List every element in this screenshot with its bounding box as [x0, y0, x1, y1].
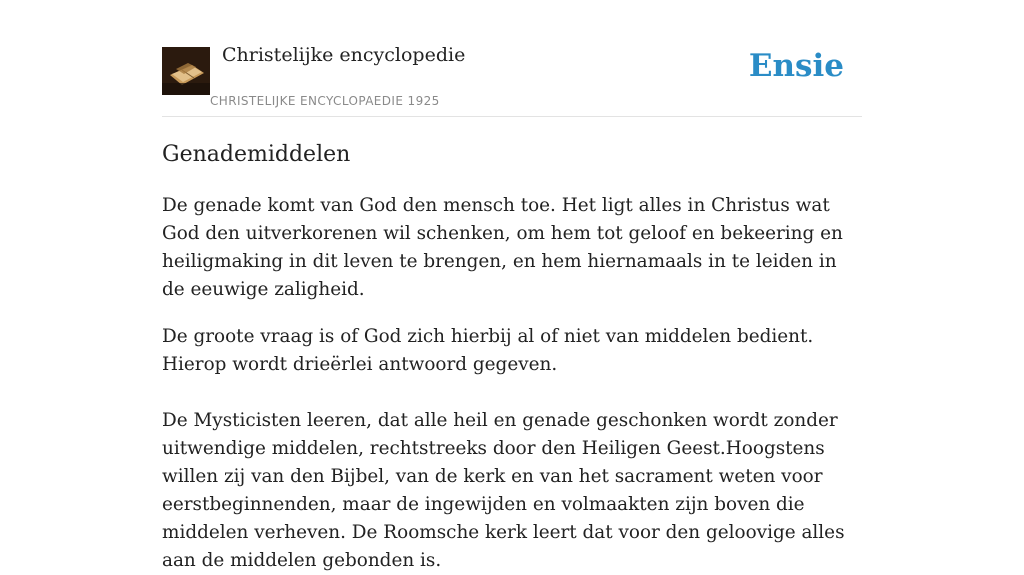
source-title[interactable]: Christelijke encyclopedie — [222, 44, 466, 66]
article-paragraph-2: De groote vraag is of God zich hierbij al of niet van middelen bedient. Hierop wordt drieërlei antwoord gegeven. — [162, 326, 814, 375]
article — [162, 136, 862, 575]
book-photo-icon[interactable] — [162, 47, 210, 95]
brand-logo[interactable]: Ensie — [748, 48, 844, 84]
source-subtitle: CHRISTELIJKE ENCYCLOPAEDIE 1925 — [210, 94, 440, 108]
article-paragraph-3: De Mysticisten leeren, dat alle heil en genade geschonken wordt zonder uitwendige middelen, rechtstreeks door den Heiligen Geest.Hoogstens willen zij van den Bijbel, van de kerk en van het sacrament weten voor eerstbeginnenden, maar de ingewijden en volmaakten zijn boven die middelen verheven. De Roomsche kerk leert dat voor den geloovige alles aan de middelen gebonden is. — [162, 410, 845, 571]
article-title: Genademiddelen — [162, 142, 351, 167]
article-paragraph-1: De genade komt van God den mensch toe. Het ligt alles in Christus wat God den uitverkorenen wil schenken, om hem tot geloof en bekeering en heiligmaking in dit leven te brengen, en hem hiernamaals in te leiden in de eeuwige zaligheid. — [162, 195, 843, 300]
header — [162, 0, 862, 117]
